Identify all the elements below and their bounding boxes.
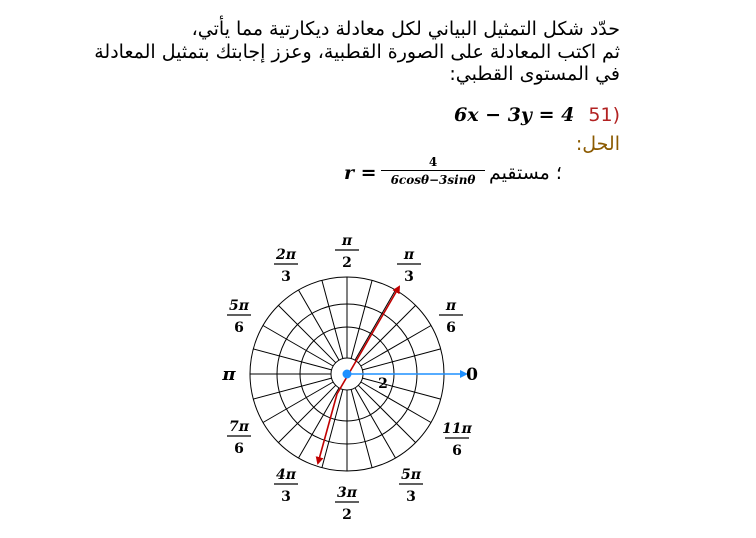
angle-label-three-pi-2	[335, 485, 359, 523]
grid-ray	[253, 378, 331, 399]
angle-label-numerator: π	[341, 233, 353, 249]
graph-line-extension	[318, 394, 337, 463]
label-pi: π	[222, 364, 236, 385]
angle-label-denominator: 3	[404, 269, 414, 285]
pole-point	[343, 370, 352, 379]
angle-label-pi-6	[439, 298, 463, 336]
radial-label: 2	[378, 376, 388, 392]
angle-label-five-pi-6	[227, 298, 251, 336]
grid-ray	[322, 280, 343, 358]
grid-ray	[278, 305, 335, 362]
instruction-line-2: ثم اكتب المعادلة على الصورة القطبية، وعزز إجابتك بتمثيل المعادلة	[94, 40, 620, 63]
angle-label-four-pi-3	[274, 467, 298, 505]
answer-denominator: 6cosθ−3sinθ	[390, 173, 476, 187]
instruction-line-3: في المستوى القطبي:	[449, 63, 620, 85]
angle-label-pi-3	[397, 247, 421, 285]
answer-type-word: ؛ مستقيم	[489, 162, 562, 184]
grid-ray	[322, 389, 343, 467]
grid-ray	[358, 385, 415, 442]
angle-label-numerator: π	[445, 298, 457, 314]
angle-label-denominator: 6	[452, 443, 462, 459]
solution-label: الحل:	[575, 133, 620, 155]
angle-label-seven-pi-6	[227, 419, 251, 457]
problem-equation: 6x − 3y = 4	[454, 104, 575, 126]
angle-label-denominator: 2	[342, 255, 352, 271]
angle-label-numerator: 5π	[401, 467, 421, 483]
angle-label-denominator: 6	[446, 320, 456, 336]
angle-label-numerator: π	[403, 247, 415, 263]
instruction-line-1: حدّد شكل التمثيل البياني لكل معادلة ديكارتية مما يأتي،	[191, 18, 620, 40]
angle-label-denominator: 6	[234, 441, 244, 457]
grid-ray	[351, 389, 372, 467]
angle-label-denominator: 6	[234, 320, 244, 336]
angle-label-numerator: 7π	[229, 419, 249, 435]
answer-r-symbol: r =	[344, 162, 377, 184]
angle-label-pi-2	[335, 233, 359, 271]
angle-label-eleven-pi-6	[442, 421, 472, 459]
label-zero: 0	[466, 365, 478, 385]
angle-label-numerator: 3π	[337, 485, 357, 501]
angle-label-five-pi-3	[399, 467, 423, 505]
grid-ray	[358, 305, 415, 362]
angle-label-denominator: 3	[406, 489, 416, 505]
grid-ray	[351, 280, 372, 358]
angle-label-numerator: 11π	[442, 421, 472, 437]
angle-label-numerator: 2π	[276, 247, 296, 263]
grid-ray	[253, 349, 331, 370]
angle-label-numerator: 5π	[229, 298, 249, 314]
answer-numerator: 4	[428, 155, 438, 169]
grid-ray	[362, 378, 440, 399]
angle-label-two-pi-3	[274, 247, 298, 285]
angle-label-denominator: 2	[342, 507, 352, 523]
angle-label-numerator: 4π	[276, 467, 296, 483]
grid-ray	[278, 385, 335, 442]
angle-label-denominator: 3	[281, 269, 291, 285]
angle-label-denominator: 3	[281, 489, 291, 505]
grid-ray	[362, 349, 440, 370]
problem-number: (51	[588, 104, 620, 126]
